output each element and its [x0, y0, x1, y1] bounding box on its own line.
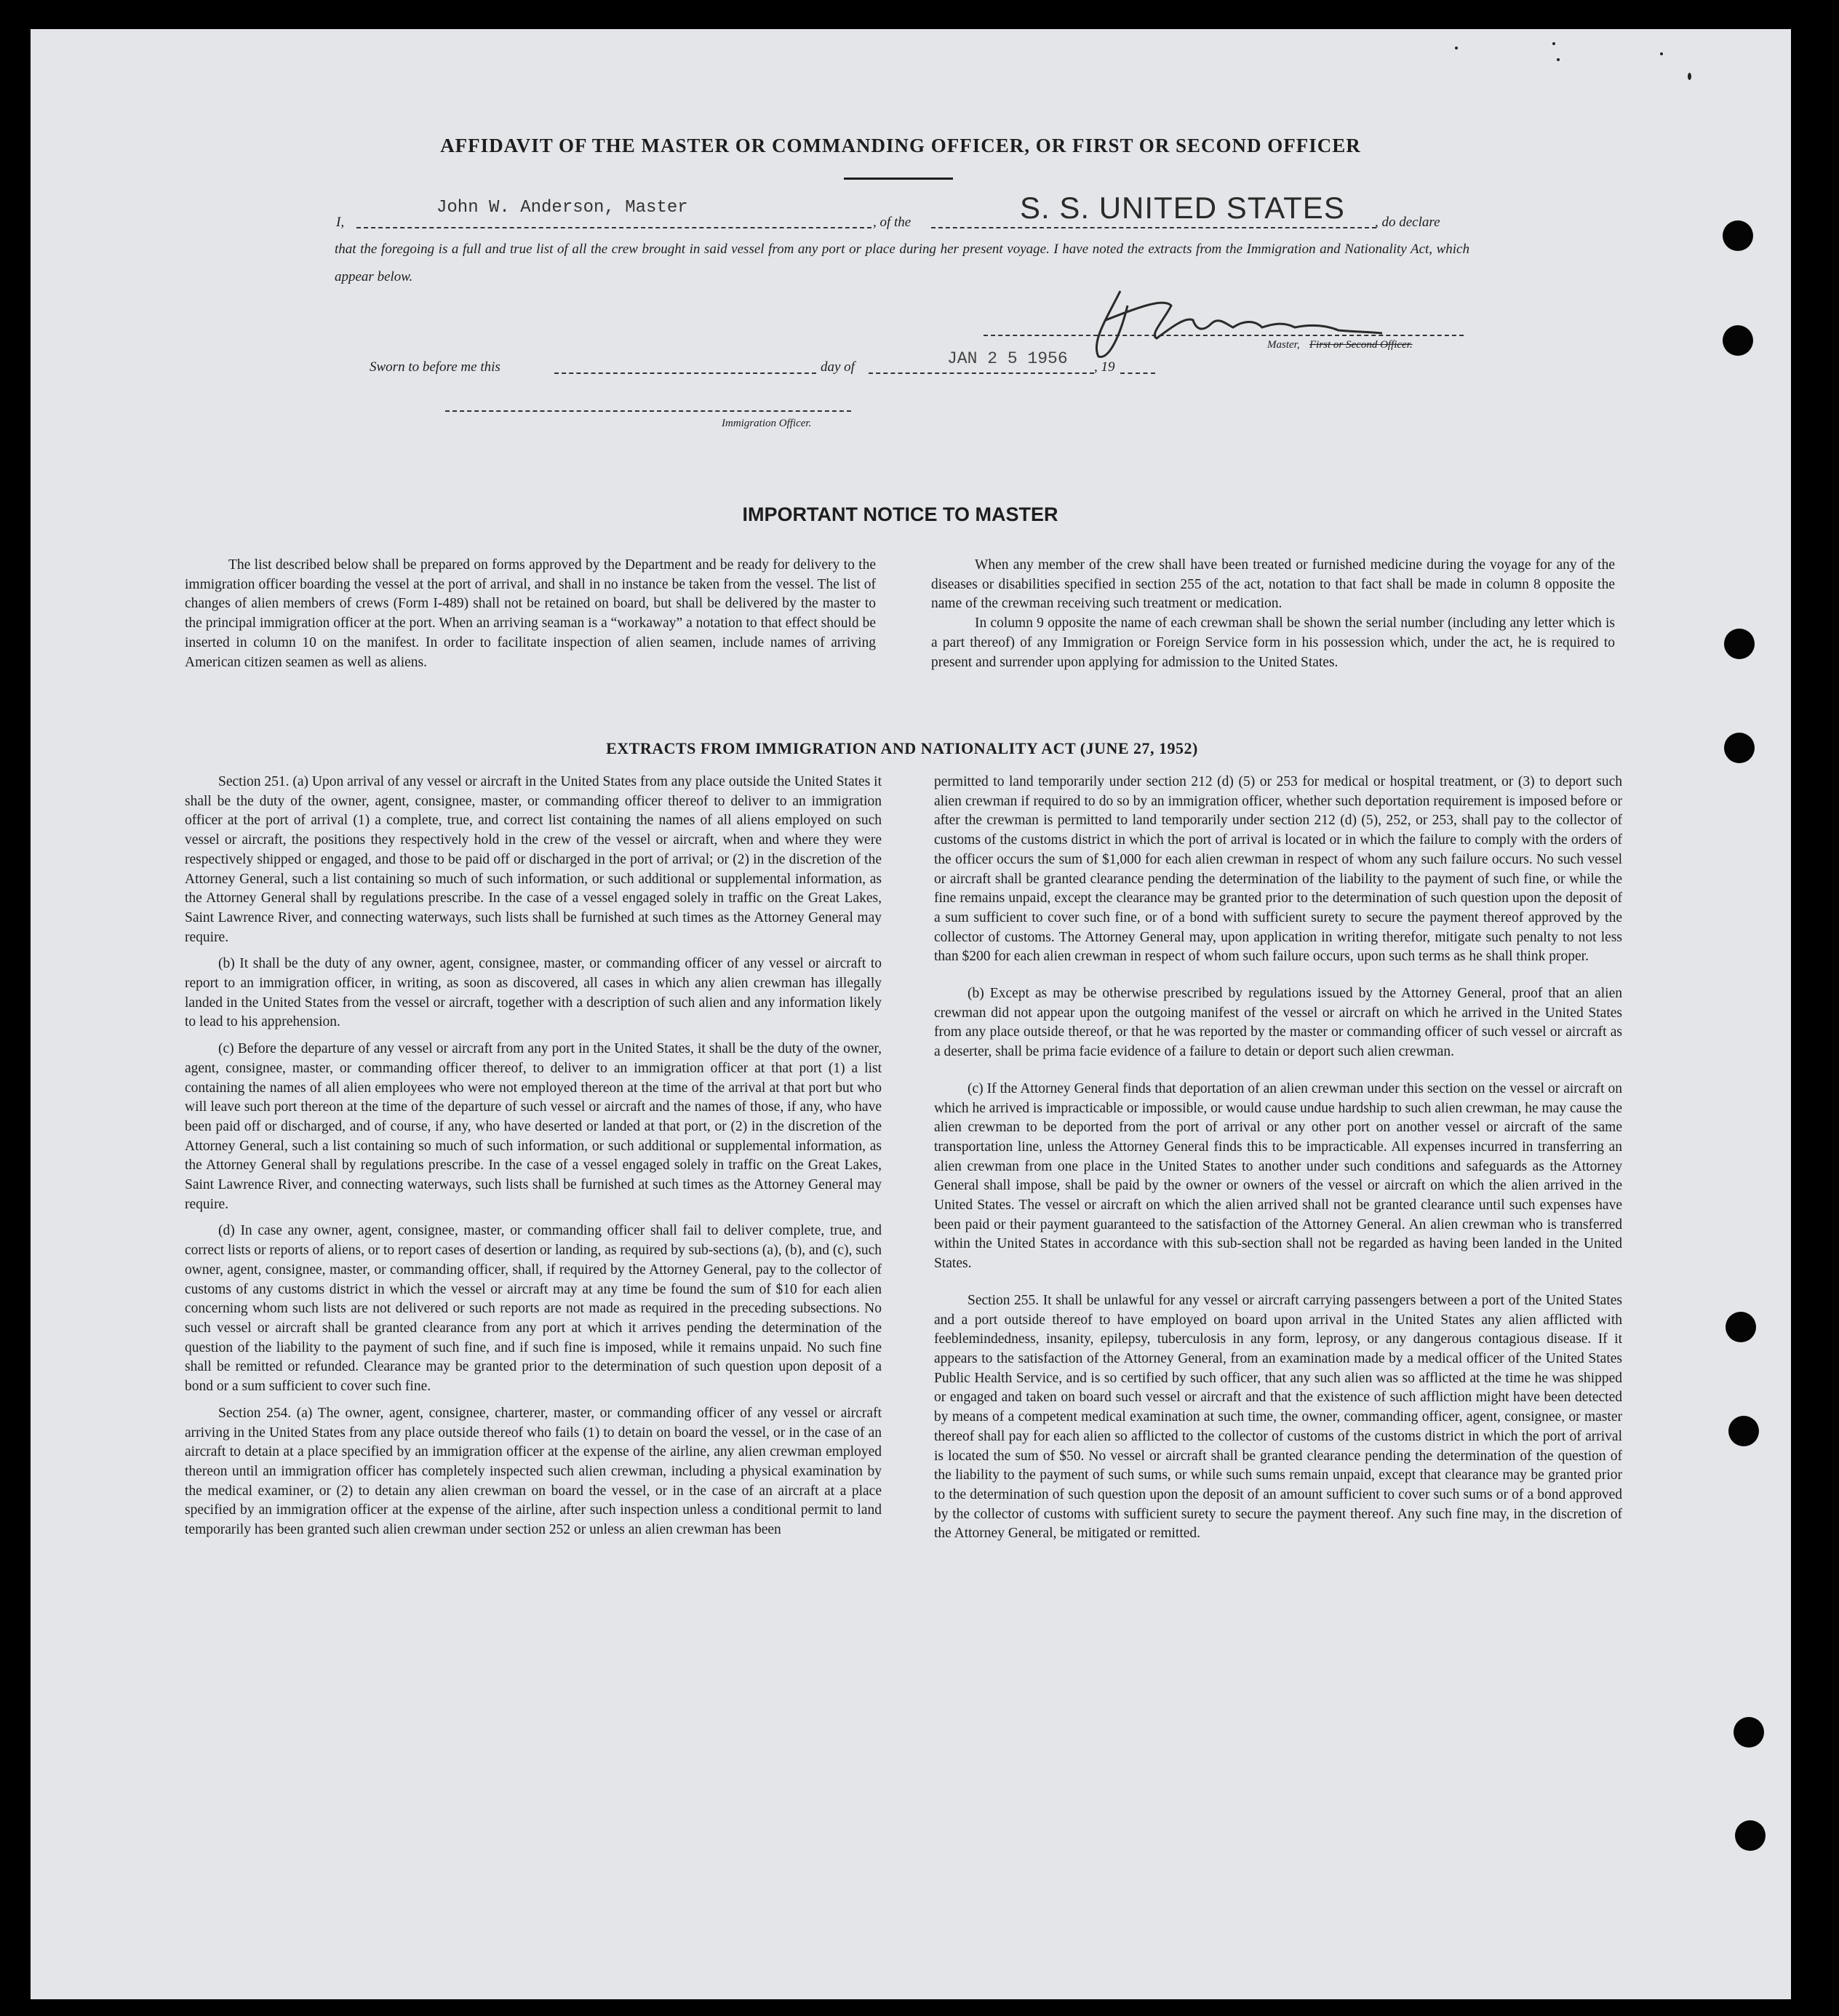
notice-paragraph: In column 9 opposite the name of each crewman shall be shown the serial number (including any letter which is a part thereof) of any Immigration or Foreign Service form in his possession which, under the act, he is required to present and surrender upon applying for admission to the United States. — [931, 615, 1615, 670]
speck — [1688, 73, 1691, 80]
binder-hole — [1735, 1820, 1766, 1851]
vessel-name: S. S. UNITED STATES — [1020, 191, 1345, 225]
declaration-text: that the foregoing is a full and true list of all the crew brought in said vessel from any port or place during her present voyage. I have noted the extracts from the Immigration and Nationality Act, which appear below. — [335, 242, 1469, 284]
extracts-title: EXTRACTS FROM IMMIGRATION AND NATIONALITY ACT (JUNE 27, 1952) — [606, 739, 1198, 757]
officer-line — [445, 410, 851, 412]
section-paragraph: (c) Before the departure of any vessel or aircraft from any port in the United States, it shall be the duty of the owner, agent, consignee, master, or commanding officer thereof, to deliver to an immigration officer at that port (1) a list containing the names of all alien employees who were not employed thereon at the time of the arrival at that port but who will leave such port thereon at the time of the departure of such vessel or aircraft and the names of those, if any, who have been paid off or discharged, and of course, if any, who have deserted or landed at that port, or (2) in the discretion of the Attorney General, such a list containing so much of such information, or such additional or supplemental information, as the Attorney General shall by regulations prescribe. In the case of a vessel engaged solely in traffic on the Great Lakes, Saint Lawrence River, and connecting waterways, such lists shall be furnished at such times as the Attorney General may require. — [185, 1041, 882, 1212]
section-paragraph: (c) If the Attorney General finds that deportation of an alien crewman under this section on the vessel or aircraft on which he arrived is impracticable or impossible, or would cause undue hardship to such alien crewman, he may cause the alien crewman to be deported from the port of arrival or any other port on another vessel or aircraft of the same transportation line, unless the Attorney General finds this to be impracticable. All expenses incurred in transferring an alien crewman from one place in the United States to another under such conditions and safeguards as the Attorney General shall impose, shall be paid by the owner or owners of the vessel or aircraft on which the alien arrived in the United States. The vessel or aircraft on which the alien arrived shall not be granted clearance until such expenses have been paid or their payment guaranteed to the satisfaction of the Attorney General. An alien crewman who is transferred within the United States in accordance with this sub-section shall not be regarded as having been landed in the United States. — [934, 1080, 1622, 1272]
master-name: John W. Anderson, Master — [436, 198, 688, 218]
binder-hole — [1724, 629, 1755, 659]
do-declare-label: , do declare — [1375, 215, 1440, 230]
sworn-day-line — [554, 372, 816, 374]
notice-paragraph: The list described below shall be prepared on forms approved by the Department and be ready for delivery to the immigration officer boarding the vessel at the port of arrival, and shall in no instance be taken from the vessel. The list of changes of alien members of crews (Form I-489) shall not be retained on board, but shall be delivered by the master to the principal immigration officer at the port. When an arriving seaman is a “workaway” a notation to that effect should be inserted in column 10 on the manifest. In order to facilitate inspection of alien seamen, include names of arriving American citizen seamen as well as aliens. — [185, 557, 876, 670]
binder-hole — [1723, 220, 1753, 251]
master-label: Master, — [1267, 339, 1300, 351]
i-label: I, — [336, 215, 345, 230]
officer-label: Immigration Officer. — [722, 418, 812, 429]
day-of-label: day of — [821, 359, 855, 375]
section-paragraph: Section 251. (a) Upon arrival of any vessel or aircraft in the United States from any place outside the United States it shall be the duty of the owner, agent, consignee, master, or commanding officer thereof to deliver to an immigration officer at the port of arrival (1) a complete, true, and correct list containing the names of all aliens employed on such vessel or aircraft, the positions they respectively hold in the crew of the vessel or aircraft, when and where they were respectively shipped or engaged, and those to be paid off or discharged in the port of arrival; or (2) in the discretion of the Attorney General, such a list containing so much of such information, or such additional or supplemental information, as the Attorney General shall by regulations prescribe. In the case of a vessel engaged solely in traffic on the Great Lakes, Saint Lawrence River, and connecting waterways, such lists shall be furnished at such times as the Attorney General may require. — [185, 774, 882, 945]
binder-hole — [1724, 733, 1755, 763]
binder-hole — [1728, 1416, 1759, 1446]
speck — [1552, 42, 1555, 45]
year-label: , 19 — [1094, 359, 1115, 375]
section-paragraph: permitted to land temporarily under section 212 (d) (5) or 253 for medical or hospital treatment, or (3) to deport such alien crewman if required to do so by an immigration officer, whether such deportation requirement is imposed before or after the crewman is permitted to land temporarily under section 212 (d) (5), 252, or 253, shall pay to the collector of customs of the customs district in which the port of arrival is located or in which the failure to comply with the orders of the officer occurs the sum of $1,000 for each alien crewman in respect of whom any such failure occurs. No such vessel or aircraft shall be granted clearance pending the determination of the liability to the payment of such fine, or while the fine remains unpaid, except the clearance may be granted prior to the determination of such question upon the deposit of a sum sufficient to cover such fine, or of a bond with sufficient surety to secure the payment thereof approved by the collector of customs. The Attorney General may, upon application in writing therefor, mitigate such penalty to not less than $200 for each alien crewman in respect of whom such failure occurs, upon such terms as he shall think proper. — [934, 774, 1622, 965]
name-line — [356, 227, 871, 228]
extracts-right-column — [934, 773, 1622, 1551]
notice-right-column — [931, 556, 1615, 672]
section-paragraph: (b) It shall be the duty of any owner, agent, consignee, master, or commanding officer of any vessel or aircraft to report to an immigration officer, in writing, as soon as discovered, all cases in which any alien crewman has illegally landed in the United States from the vessel or aircraft, together with a description of such alien and any information likely to lead to his apprehension. — [185, 956, 882, 1030]
speck — [1455, 47, 1458, 49]
binder-hole — [1726, 1312, 1756, 1342]
binder-hole — [1734, 1717, 1764, 1748]
section-paragraph: (b) Except as may be otherwise prescribed by regulations issued by the Attorney General, proof that an alien crewman did not appear upon the outgoing manifest of the vessel or aircraft on which he arrived in the United States from any place outside thereof, or that he was reported by the master or commanding officer of such vessel or aircraft as a deserter, shall be prima facie evidence of a failure to detain or deport such alien crewman. — [934, 986, 1622, 1060]
sworn-month-line — [869, 372, 1094, 374]
speck — [1660, 52, 1663, 55]
affidavit-title: AFFIDAVIT OF THE MASTER OR COMMANDING OFFICER, OR FIRST OR SECOND OFFICER — [440, 135, 1361, 156]
speck — [1557, 58, 1560, 61]
section-paragraph: (d) In case any owner, agent, consignee, master, or commanding officer shall fail to deliver complete, true, and correct lists or reports of aliens, or to report cases of desertion or landing, as required by sub-sections (a), (b), and (c), such owner, agent, consignee, master, or commanding officer, shall, if required by the Attorney General, pay to the collector of customs of any customs district in which the vessel or aircraft may at any time be found the sum of $10 for each alien concerning whom such lists are not delivered or such reports are not made as required in the preceding subsections. No such vessel or aircraft shall be granted clearance from any port at which it arrives pending the determination of the question of the liability to the payment of such fine, and if such fine is imposed, while it remains unpaid. No such fine shall be remitted or refunded. Clearance may be granted prior to the determination of such question upon deposit of a bond or a sum sufficient to cover such fine. — [185, 1223, 882, 1395]
sworn-label: Sworn to before me this — [370, 359, 500, 375]
master-signature — [1077, 276, 1397, 371]
section-paragraph: Section 255. It shall be unlawful for any vessel or aircraft carrying passengers between a port of the United States and a port outside thereof to have employed on board upon arrival in the United States any alien afflicted with feeblemindedness, insanity, epilepsy, tuberculosis in any form, leprosy, or any dangerous contagious disease. If it appears to the satisfaction of the Attorney General, from an examination made by a medical officer of the United States Public Health Service, and is so certified by such officer, that any such alien was so afflicted at the time he was shipped or engaged and taken on board such vessel or aircraft and that the existence of such affliction might have been detected by means of a competent medical examination at such time, the owner, commanding officer, agent, consignee, or master thereof shall pay for each alien so afflicted to the collector of customs of the customs district in which the port of arrival is located the sum of $50. No vessel or aircraft shall be granted clearance pending the determination of the question of the liability to the payment of such sums, or while such sums remain unpaid, except that clearance may be granted prior to the determination of such question upon the deposit of an amount sufficient to cover such sums or of a bond approved by the collector of customs with sufficient surety to secure the payment thereof. Any such fine may, in the discretion of the Attorney General, be mitigated or remitted. — [934, 1292, 1622, 1542]
vessel-line — [931, 227, 1376, 228]
title-rule — [844, 178, 953, 180]
binder-hole — [1723, 325, 1753, 356]
year-line — [1120, 372, 1155, 374]
notice-left-column — [185, 556, 876, 672]
struck-officer-label: First or Second Officer. — [1309, 339, 1413, 351]
extracts-left-column — [185, 773, 882, 1547]
section-paragraph: Section 254. (a) The owner, agent, consignee, charterer, master, or commanding officer of any vessel or aircraft arriving in the United States from any place outside thereof who fails (1) to detain on board the vessel, or in the case of an aircraft to detain at a place specified by an immigration officer at the expense of the airline, any alien crewman employed thereon until an immigration officer has completely inspected such alien crewman, including a physical examination by the medical examiner, or (2) to detain any alien crewman on board the vessel, or in the case of an aircraft at a place specified by an immigration officer at the expense of the airline, after such inspection unless a conditional permit to land temporarily has been granted such alien crewman under section 252 or unless an alien crewman has been — [185, 1405, 882, 1538]
notice-title: IMPORTANT NOTICE TO MASTER — [742, 503, 1058, 525]
date-stamp: JAN 2 5 1956 — [947, 349, 1068, 368]
of-the-label: , of the — [873, 215, 911, 230]
notice-paragraph: When any member of the crew shall have been treated or furnished medicine during the voyage for any of the diseases or disabilities specified in section 255 of the act, notation to that fact shall be made in column 8 opposite the name of the crewman receiving such treatment or medication. — [931, 557, 1615, 612]
